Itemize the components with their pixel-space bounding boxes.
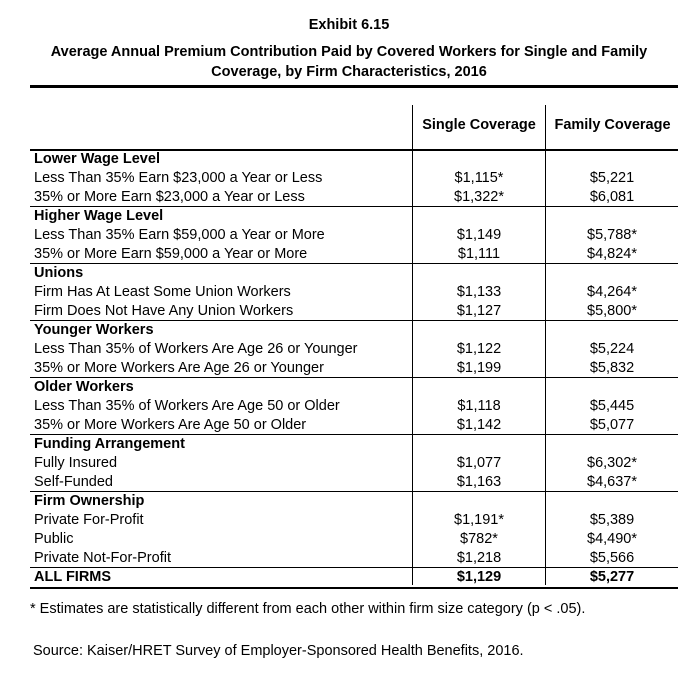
family-coverage-value: $4,824* <box>587 246 637 262</box>
row-rule <box>30 320 678 321</box>
table-row <box>30 284 678 303</box>
row-label: Less Than 35% Earn $23,000 a Year or Less <box>34 170 323 186</box>
family-coverage-value: $5,788* <box>587 227 637 243</box>
premium-table <box>30 85 678 585</box>
family-coverage-value: $5,800* <box>587 303 637 319</box>
row-label: Older Workers <box>34 379 134 395</box>
single-coverage-value: $1,149 <box>456 227 502 243</box>
table-bottom-rule <box>30 587 678 589</box>
section-header-row <box>30 151 678 170</box>
source-note: Source: Kaiser/HRET Survey of Employer-Sponsored Health Benefits, 2016. <box>33 643 524 659</box>
column-header-single: Single Coverage <box>422 117 536 133</box>
row-label: 35% or More Earn $59,000 a Year or More <box>34 246 308 262</box>
single-coverage-value: $1,111 <box>457 246 501 262</box>
family-coverage-value: $5,445 <box>589 398 635 414</box>
single-coverage-value: $1,077 <box>456 455 502 471</box>
single-coverage-value: $1,142 <box>456 417 502 433</box>
table-row <box>30 341 678 360</box>
row-rule <box>30 377 678 378</box>
table-row <box>30 170 678 189</box>
family-coverage-value: $5,566 <box>589 550 635 566</box>
table-row <box>30 398 678 417</box>
row-label: 35% or More Workers Are Age 26 or Younger <box>34 360 324 376</box>
row-label: Lower Wage Level <box>34 151 160 167</box>
row-label: Private Not-For-Profit <box>34 550 171 566</box>
table-row <box>30 531 678 550</box>
family-coverage-value: $5,221 <box>589 170 635 186</box>
row-label: Firm Ownership <box>34 493 145 509</box>
significance-note: * Estimates are statistically different from each other within firm size category (p < .05). <box>30 601 586 617</box>
row-label: Younger Workers <box>34 322 154 338</box>
section-header-row <box>30 493 678 512</box>
row-label: Private For-Profit <box>34 512 144 528</box>
single-coverage-value: $1,115* <box>454 170 504 186</box>
title-line-1: Average Annual Premium Contribution Paid by Covered Workers for Single and Family <box>50 44 648 60</box>
title-line-2: Coverage, by Firm Characteristics, 2016 <box>211 64 487 80</box>
row-rule <box>30 206 678 207</box>
row-rule <box>30 263 678 264</box>
single-coverage-value: $1,191* <box>454 512 504 528</box>
family-coverage-value: $4,490* <box>587 531 637 547</box>
section-header-row <box>30 208 678 227</box>
table-row <box>30 512 678 531</box>
exhibit-title <box>20 42 678 82</box>
single-coverage-value: $1,199 <box>456 360 502 376</box>
single-coverage-value: $1,322* <box>454 189 504 205</box>
family-coverage-value: $5,077 <box>589 417 635 433</box>
section-header-row <box>30 436 678 455</box>
single-coverage-value: $1,218 <box>456 550 502 566</box>
family-coverage-value: $5,224 <box>589 341 635 357</box>
row-label: Less Than 35% of Workers Are Age 50 or Older <box>34 398 340 414</box>
exhibit-number: Exhibit 6.15 <box>308 17 390 33</box>
family-coverage-value: $5,277 <box>589 569 635 585</box>
family-coverage-value: $4,637* <box>587 474 637 490</box>
row-rule <box>30 567 678 568</box>
family-coverage-value: $6,081 <box>589 189 635 205</box>
family-coverage-value: $5,832 <box>589 360 635 376</box>
single-coverage-value: $1,163 <box>456 474 502 490</box>
family-coverage-value: $5,389 <box>589 512 635 528</box>
family-coverage-value: $6,302* <box>587 455 637 471</box>
row-label: Higher Wage Level <box>34 208 164 224</box>
row-label: Firm Has At Least Some Union Workers <box>34 284 291 300</box>
single-coverage-value: $782* <box>460 531 498 547</box>
row-label: Firm Does Not Have Any Union Workers <box>34 303 294 319</box>
row-rule <box>30 434 678 435</box>
section-header-row <box>30 379 678 398</box>
total-row <box>30 569 678 588</box>
single-coverage-value: $1,118 <box>457 398 501 414</box>
row-label: ALL FIRMS <box>34 569 112 585</box>
row-label: Public <box>34 531 74 547</box>
row-label: Funding Arrangement <box>34 436 185 452</box>
single-coverage-value: $1,127 <box>456 303 502 319</box>
single-coverage-value: $1,133 <box>456 284 502 300</box>
row-label: Unions <box>34 265 84 281</box>
row-label: Fully Insured <box>34 455 118 471</box>
family-coverage-value: $4,264* <box>587 284 637 300</box>
section-header-row <box>30 265 678 284</box>
row-label: Less Than 35% of Workers Are Age 26 or Younger <box>34 341 358 357</box>
table-top-rule <box>30 85 678 88</box>
single-coverage-value: $1,122 <box>456 341 502 357</box>
row-label: 35% or More Earn $23,000 a Year or Less <box>34 189 305 205</box>
row-rule <box>30 491 678 492</box>
table-row <box>30 227 678 246</box>
table-row <box>30 455 678 474</box>
row-label: Self-Funded <box>34 474 113 490</box>
section-header-row <box>30 322 678 341</box>
row-label: 35% or More Workers Are Age 50 or Older <box>34 417 307 433</box>
single-coverage-value: $1,129 <box>456 569 502 585</box>
row-label: Less Than 35% Earn $59,000 a Year or More <box>34 227 325 243</box>
column-header-family: Family Coverage <box>554 117 671 133</box>
